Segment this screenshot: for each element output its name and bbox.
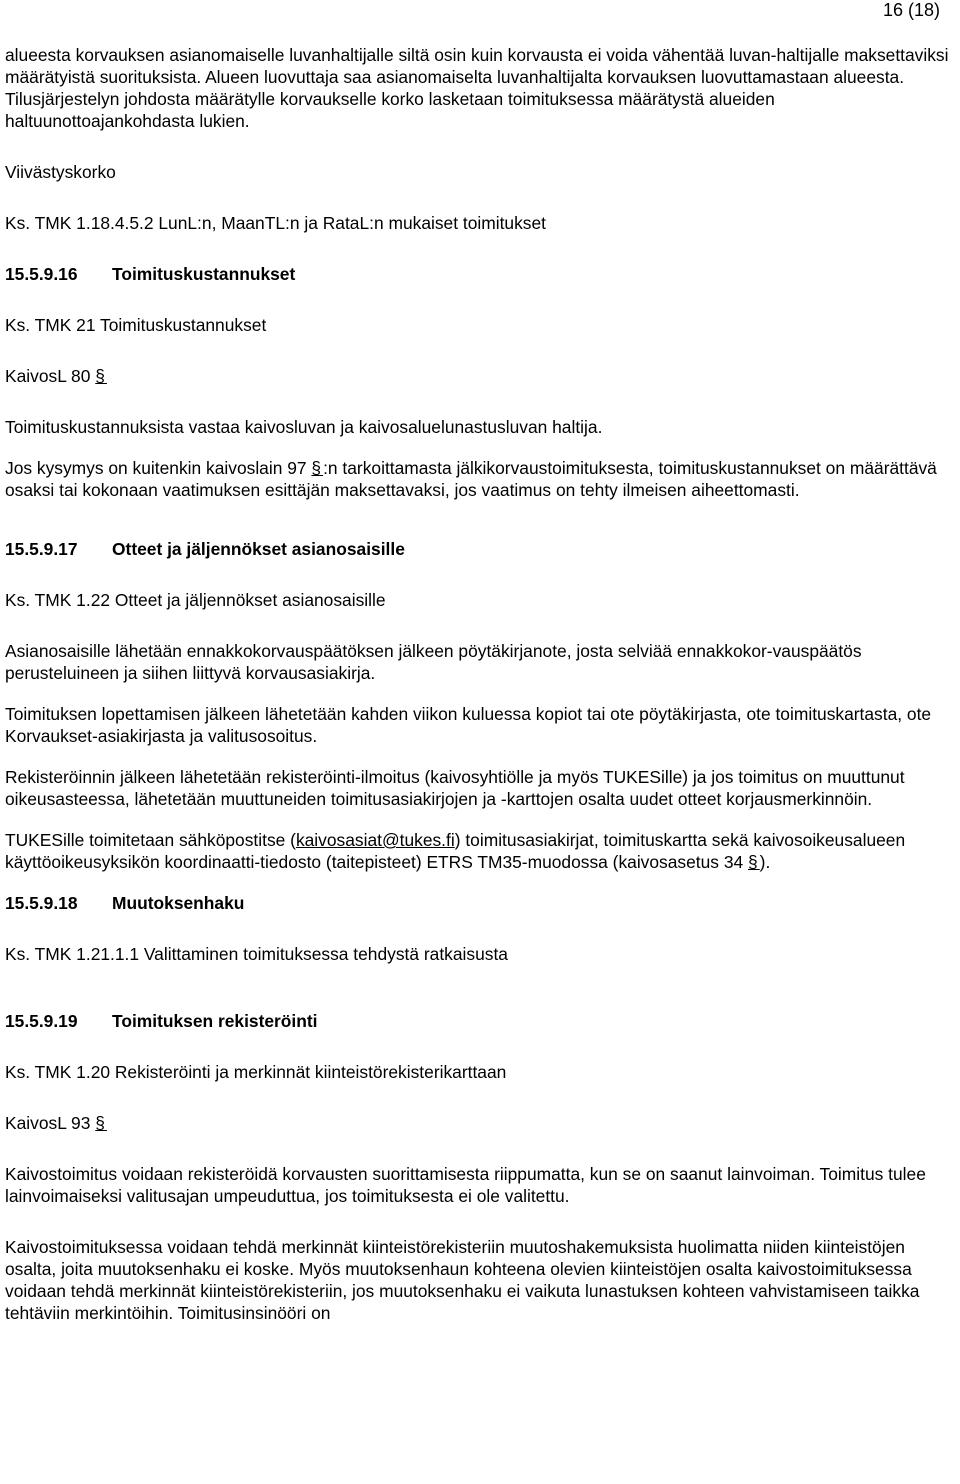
paragraph: Kaivostoimitus voidaan rekisteröidä korvausten suorittamisesta riippumatta, kun se on saanut lainvoiman. Toimitus tulee lainvoimaiseksi valitusajan umpeuduttua, jos toimituksesta ei ole valitettu. [5, 1164, 926, 1206]
section-mark: § [311, 458, 324, 478]
reference-line: Ks. TMK 21 Toimituskustannukset [5, 315, 267, 335]
section-number: 15.5.9.17 [5, 539, 78, 559]
document-body [5, 44, 950, 1324]
page-number: 16 (18) [882, 0, 940, 20]
section-title: Otteet ja jäljennökset asianosaisille [112, 539, 405, 559]
statute-text: KaivosL 80 [5, 366, 91, 386]
section-number: 15.5.9.16 [5, 264, 78, 284]
section-number: 15.5.9.18 [5, 893, 78, 913]
statute-reference [5, 1112, 950, 1134]
paragraph [5, 829, 950, 873]
paragraph-text: TUKESille toimitetaan sähköpostitse ( [5, 830, 296, 850]
section-title: Toimituskustannukset [112, 264, 296, 284]
paragraph: Kaivostoimituksessa voidaan tehdä merkinnät kiinteistörekisteriin muutoshakemuksista huolimatta niiden kiinteistöjen osalta, joita muutoksenhaku ei koske. Myös muutoksenhaun kohteena olevien kiinteistöjen osalta kaivostoimituksessa voidaan tehdä merkinnät kiinteistörekisteriin, jos muutoksenhaku ei vaikuta lunastuksen kohteen vahvistamiseen taikka tehtäviin merkintöihin. Toimitusinsinööri on [5, 1237, 920, 1323]
paragraph-text: ) toimitusasiakirjat, toimituskartta sekä kaivosoikeusalueen käyttöoikeusyksikön koordinaatti-tiedosto (taitepisteet) ETRS TM35-muodossa (kaivosasetus 34 [5, 830, 906, 872]
section-heading-15-5-9-18 [5, 892, 950, 914]
section-heading-15-5-9-19 [5, 1010, 950, 1032]
section-title: Toimituksen rekisteröinti [112, 1011, 318, 1031]
paragraph-text: ). [759, 852, 771, 872]
paragraph: alueesta korvauksen asianomaiselle luvanhaltijalle siltä osin kuin korvausta ei voida vähentää luvan-haltijalle maksettaviksi määrätyistä suorituksista. Alueen luovuttaja saa asianomaiselta luvanhaltijalta korvauksen luovuttamastaan alueesta. Tilusjärjestelyn johdosta määrätylle korvaukselle korko lasketaan toimituksessa määrätystä alueiden haltuunottoajankohdasta lukien. [5, 45, 949, 131]
reference-line: Ks. TMK 1.20 Rekisteröinti ja merkinnät kiinteistörekisterikarttaan [5, 1062, 507, 1082]
paragraph: Toimituskustannuksista vastaa kaivosluvan ja kaivosaluelunastusluvan haltija. [5, 417, 603, 437]
statute-reference [5, 365, 950, 387]
paragraph: Asianosaisille lähetään ennakkokorvauspäätöksen jälkeen pöytäkirjanote, josta selviää ennakkokor-vauspäätös perusteluineen ja siihen liittyvä korvausasiakirja. [5, 641, 862, 683]
section-mark: § [95, 1113, 107, 1133]
paragraph-text: :n tarkoittamasta jälkikorvaustoimituksesta, toimituskustannukset on määrättävä osaksi tai kokonaan vaatimuksen esittäjän maksettavaksi, jos vaatimus on tehty ilmeisen aiheettomasti. [5, 458, 937, 500]
email-link[interactable]: kaivosasiat@tukes.fi [295, 830, 455, 850]
section-heading-15-5-9-16 [5, 263, 950, 285]
label-delay-interest: Viivästyskorko [5, 162, 116, 182]
section-mark: § [748, 852, 760, 872]
section-title: Muutoksenhaku [112, 893, 245, 913]
section-mark: § [95, 366, 107, 386]
paragraph: Rekisteröinnin jälkeen lähetetään rekisteröinti-ilmoitus (kaivosyhtiölle ja myös TUKESille) ja jos toimitus on muuttunut oikeusasteessa, lähetetään muuttuneiden toimitusasiakirjojen ja -karttojen osalta uudet otteet korjausmerkinnöin. [5, 767, 905, 809]
section-heading-15-5-9-17 [5, 538, 950, 560]
section-number: 15.5.9.19 [5, 1011, 78, 1031]
reference-line: Ks. TMK 1.22 Otteet ja jäljennökset asianosaisille [5, 590, 386, 610]
paragraph-text: Jos kysymys on kuitenkin kaivoslain 97 [5, 458, 312, 478]
reference-line: Ks. TMK 1.21.1.1 Valittaminen toimituksessa tehdystä ratkaisusta [5, 944, 508, 964]
paragraph: Toimituksen lopettamisen jälkeen lähetetään kahden viikon kuluessa kopiot tai ote pöytäkirjasta, ote toimituskartasta, ote Korvaukset-asiakirjasta ja valitusosoitus. [5, 704, 932, 746]
statute-text: KaivosL 93 [5, 1113, 91, 1133]
paragraph [5, 457, 950, 501]
reference-line: Ks. TMK 1.18.4.5.2 LunL:n, MaanTL:n ja RataL:n mukaiset toimitukset [5, 213, 547, 233]
